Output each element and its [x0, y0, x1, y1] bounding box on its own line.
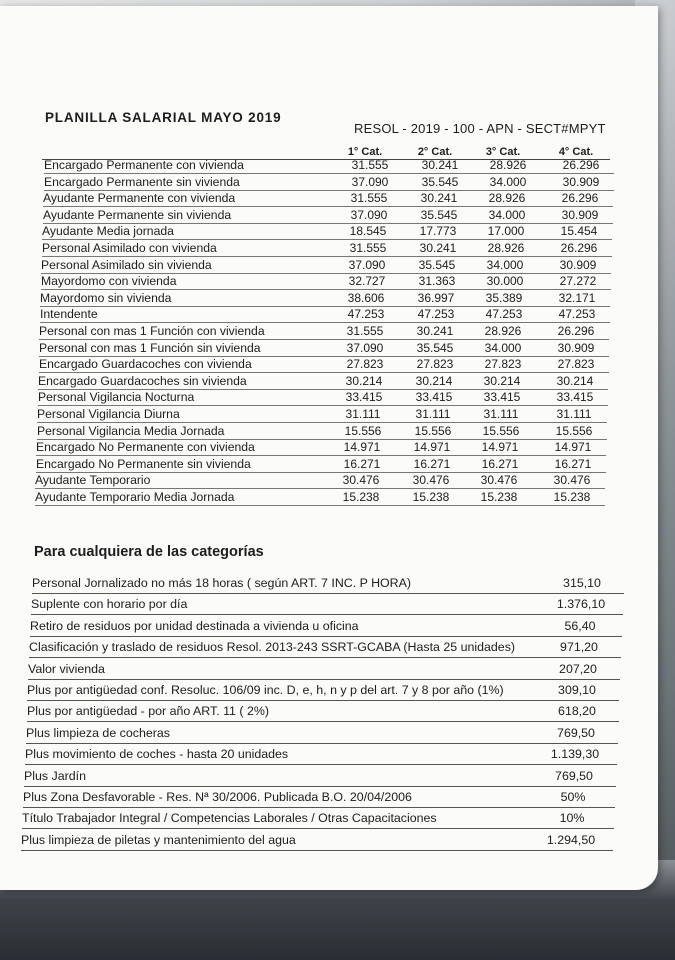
extra-divider	[29, 657, 621, 658]
table-row	[43, 191, 618, 207]
cell-cat1: 37.090	[351, 174, 389, 189]
extra-value: 315,10	[563, 576, 601, 590]
extra-divider	[26, 743, 618, 744]
cell-cat1: 14.971	[343, 440, 381, 455]
cell-cat1: 30.476	[342, 473, 380, 488]
table-row	[39, 357, 614, 373]
table-row	[37, 407, 612, 423]
extra-row	[32, 576, 632, 596]
cell-cat1: 32.727	[348, 274, 386, 289]
extra-row	[21, 833, 621, 853]
cell-cat1: 31.555	[350, 191, 388, 206]
extra-value: 207,20	[559, 661, 597, 676]
cell-cat2: 30.214	[415, 373, 453, 388]
extra-label: Plus por antigüedad - por año ART. 11 ( 2%)	[27, 704, 269, 719]
extra-label: Plus por antigüedad conf. Resoluc. 106/09 inc. D, e, h, n y p del art. 7 y 8 por año (1%)	[27, 683, 504, 697]
cell-cat3: 14.971	[481, 440, 519, 455]
extra-label: Suplente con horario por día	[31, 597, 188, 612]
cell-cat4: 32.171	[558, 290, 596, 305]
page-title: PLANILLA SALARIAL MAYO 2019	[45, 110, 282, 125]
extra-value: 10%	[559, 811, 585, 826]
column-header-cat2: 2° Cat.	[417, 146, 453, 158]
cell-cat3: 15.556	[482, 423, 520, 438]
extra-row	[29, 640, 629, 660]
extra-label: Clasificación y traslado de residuos Resol. 2013-243 SSRT-GCABA (Hasta 25 unidades)	[29, 640, 516, 655]
cell-cat3: 33.415	[483, 390, 521, 405]
cell-cat3: 35.389	[485, 290, 523, 305]
cell-cat1: 18.545	[349, 224, 387, 239]
extra-divider	[22, 828, 614, 829]
row-label: Ayudante Temporario	[35, 473, 151, 488]
cell-cat4: 31.111	[556, 407, 592, 421]
table-row	[39, 341, 614, 357]
extra-value: 618,20	[558, 704, 596, 719]
extra-value: 1.376,10	[556, 597, 606, 612]
row-label: Personal Vigilancia Media Jornada	[37, 423, 225, 438]
table-row	[36, 440, 611, 456]
extra-row	[27, 683, 627, 703]
extra-label: Retiro de residuos por unidad destinada a vivienda u oficina	[30, 618, 359, 633]
cell-cat4: 47.253	[558, 307, 596, 322]
cell-cat4: 30.214	[556, 373, 594, 388]
column-header-cat3: 3° Cat.	[485, 146, 521, 158]
table-row	[43, 208, 618, 224]
extra-label: Valor vivienda	[28, 661, 105, 676]
extra-divider	[32, 593, 624, 594]
cell-cat2: 30.241	[416, 324, 454, 338]
row-label: Personal Asimilado con vivienda	[42, 241, 217, 255]
cell-cat2: 35.545	[421, 174, 459, 189]
extra-value: 971,20	[560, 640, 598, 655]
row-label: Personal Vigilancia Nocturna	[38, 390, 195, 405]
extra-row	[25, 747, 625, 767]
row-label: Ayudante Temporario Media Jornada	[35, 490, 235, 504]
cell-cat3: 30.476	[480, 473, 518, 488]
cell-cat2: 35.545	[416, 340, 454, 355]
extra-value: 56,40	[564, 618, 596, 633]
cell-cat3: 34.000	[484, 340, 522, 355]
cell-cat2: 16.271	[413, 456, 451, 471]
extra-divider	[23, 807, 615, 808]
cell-cat2: 30.241	[419, 241, 457, 255]
extra-divider	[31, 614, 623, 615]
row-label: Ayudante Permanente con vivienda	[43, 191, 236, 206]
cell-cat3: 34.000	[489, 174, 527, 189]
cell-cat2: 17.773	[419, 224, 457, 239]
extra-value: 50%	[560, 790, 586, 804]
table-row	[36, 457, 611, 473]
cell-cat3: 28.926	[484, 324, 522, 338]
row-label: Ayudante Permanente sin vivienda	[43, 207, 232, 222]
cell-cat2: 14.971	[413, 440, 451, 455]
cell-cat2: 36.997	[417, 290, 455, 305]
cell-cat2: 33.415	[415, 390, 453, 405]
cell-cat4: 30.909	[561, 207, 599, 222]
row-label: Encargado Guardacoches con vivienda	[39, 357, 252, 372]
cell-cat3: 28.926	[487, 241, 525, 255]
table-row	[41, 258, 616, 274]
extra-label: Título Trabajador Integral / Competencias Laborales / Otras Capacitaciones	[22, 811, 437, 826]
cell-cat3: 28.926	[488, 191, 526, 206]
row-label: Encargado Guardacoches sin vivienda	[38, 373, 247, 388]
cell-cat4: 15.556	[555, 423, 593, 438]
cell-cat4: 26.296	[561, 191, 599, 206]
cell-cat1: 30.214	[345, 373, 383, 388]
cell-cat4: 27.823	[557, 357, 595, 372]
cell-cat3: 47.253	[485, 307, 523, 322]
table-row	[38, 374, 613, 390]
extra-value: 309,10	[558, 683, 596, 697]
cell-cat4: 26.296	[557, 324, 595, 338]
cell-cat2: 15.556	[414, 423, 452, 438]
cell-cat2: 35.545	[420, 207, 458, 222]
extra-row	[22, 811, 622, 831]
cell-cat3: 30.214	[483, 373, 521, 388]
cell-cat1: 31.555	[349, 241, 387, 255]
cell-cat4: 15.454	[560, 224, 598, 239]
extra-divider	[24, 786, 616, 787]
row-label: Personal Vigilancia Diurna	[37, 407, 180, 421]
cell-cat2: 27.823	[416, 357, 454, 372]
cell-cat1: 38.606	[347, 290, 385, 305]
row-label: Personal con mas 1 Función con vivienda	[39, 324, 265, 338]
cell-cat1: 31.555	[346, 324, 384, 338]
table-row	[40, 307, 615, 323]
cell-cat2: 35.545	[418, 257, 456, 272]
cell-cat1: 33.415	[345, 390, 383, 405]
extra-label: Plus Jardín	[24, 768, 86, 783]
cell-cat1: 15.238	[342, 490, 380, 504]
column-header-cat1: 1° Cat.	[347, 146, 383, 158]
cell-cat2: 31.363	[418, 274, 456, 289]
cell-cat3: 34.000	[488, 207, 526, 222]
extra-divider	[27, 721, 619, 722]
column-header-cat4: 4° Cat.	[558, 146, 594, 158]
extra-divider	[27, 700, 619, 701]
cell-cat3: 31.111	[483, 407, 519, 421]
salary-sheet-page	[0, 6, 658, 890]
extra-label: Plus movimiento de coches - hasta 20 unidades	[25, 747, 289, 762]
extra-value: 1.139,30	[550, 747, 600, 762]
extra-row	[24, 769, 624, 789]
cell-cat4: 27.272	[559, 274, 597, 289]
extra-value: 1.294,50	[546, 832, 596, 847]
cell-cat2: 30.241	[420, 191, 458, 206]
extra-label: Plus Zona Desfavorable - Res. Nª 30/2006. Publicada B.O. 20/04/2006	[23, 790, 412, 804]
cell-cat4: 14.971	[554, 440, 592, 455]
cell-cat1: 16.271	[343, 456, 381, 471]
cell-cat4: 15.238	[553, 490, 591, 504]
cell-cat4: 26.296	[562, 158, 600, 172]
extra-label: Plus limpieza de cocheras	[26, 725, 170, 740]
table-row	[41, 274, 616, 290]
extra-row	[31, 597, 631, 617]
cell-cat1: 37.090	[348, 257, 386, 272]
row-label: Mayordomo sin vivienda	[40, 290, 172, 305]
cell-cat2: 30.241	[421, 158, 459, 172]
row-label: Encargado Permanente sin vivienda	[44, 174, 240, 189]
table-row	[35, 490, 610, 506]
cell-cat2: 47.253	[417, 307, 455, 322]
row-label: Ayudante Media jornada	[42, 224, 174, 239]
row-label: Intendente	[40, 307, 98, 322]
row-label: Personal Asimilado sin vivienda	[41, 257, 212, 272]
table-row	[44, 175, 619, 191]
cell-cat1: 15.556	[344, 423, 382, 438]
cell-cat2: 15.238	[412, 490, 450, 504]
extra-row	[26, 726, 626, 746]
cell-cat4: 30.909	[557, 340, 595, 355]
row-label: Encargado No Permanente sin vivienda	[36, 456, 251, 471]
extra-row	[28, 662, 628, 682]
cell-cat3: 27.823	[484, 357, 522, 372]
table-row	[39, 324, 614, 340]
table-row	[37, 424, 612, 440]
table-row	[42, 241, 617, 257]
extra-value: 769,50	[555, 768, 593, 783]
cell-cat3: 15.238	[480, 490, 518, 504]
row-label: Mayordomo con vivienda	[41, 274, 177, 289]
extra-row	[23, 790, 623, 810]
cell-cat4: 16.271	[554, 456, 592, 471]
resolution-reference: RESOL - 2019 - 100 - APN - SECT#MPYT	[354, 121, 606, 136]
table-row	[42, 224, 617, 240]
table-row	[44, 158, 619, 174]
extra-row	[27, 704, 627, 724]
table-row	[35, 473, 610, 489]
extra-label: Personal Jornalizado no más 18 horas ( según ART. 7 INC. P HORA)	[32, 576, 412, 590]
cell-cat1: 37.090	[346, 340, 384, 355]
cell-cat4: 33.415	[556, 390, 594, 405]
row-label: Personal con mas 1 Función sin vivienda	[39, 340, 261, 355]
table-row	[40, 291, 615, 307]
cell-cat1: 37.090	[350, 207, 388, 222]
cell-cat1: 31.555	[351, 158, 389, 172]
cell-cat4: 30.909	[559, 257, 597, 272]
section-title: Para cualquiera de las categorías	[34, 544, 264, 560]
cell-cat3: 28.926	[489, 158, 527, 172]
extra-divider	[21, 850, 613, 851]
cell-cat4: 26.296	[560, 241, 598, 255]
extra-divider	[28, 679, 620, 680]
extra-row	[30, 619, 630, 639]
table-row	[38, 390, 613, 406]
extra-divider	[25, 764, 617, 765]
row-label: Encargado Permanente con vivienda	[44, 158, 244, 172]
cell-cat4: 30.909	[562, 174, 600, 189]
cell-cat4: 30.476	[553, 473, 591, 488]
extra-label: Plus limpieza de piletas y mantenimiento del agua	[21, 832, 296, 847]
row-divider	[35, 505, 605, 506]
row-label: Encargado No Permanente con vivienda	[36, 440, 255, 455]
extra-value: 769,50	[557, 725, 595, 740]
cell-cat3: 16.271	[481, 456, 519, 471]
cell-cat3: 17.000	[487, 224, 525, 239]
cell-cat2: 31.111	[415, 407, 451, 421]
cell-cat1: 47.253	[347, 307, 385, 322]
cell-cat3: 30.000	[486, 274, 524, 289]
cell-cat2: 30.476	[412, 473, 450, 488]
extra-divider	[30, 636, 622, 637]
cell-cat3: 34.000	[486, 257, 524, 272]
cell-cat1: 31.111	[345, 407, 381, 421]
cell-cat1: 27.823	[346, 357, 384, 372]
